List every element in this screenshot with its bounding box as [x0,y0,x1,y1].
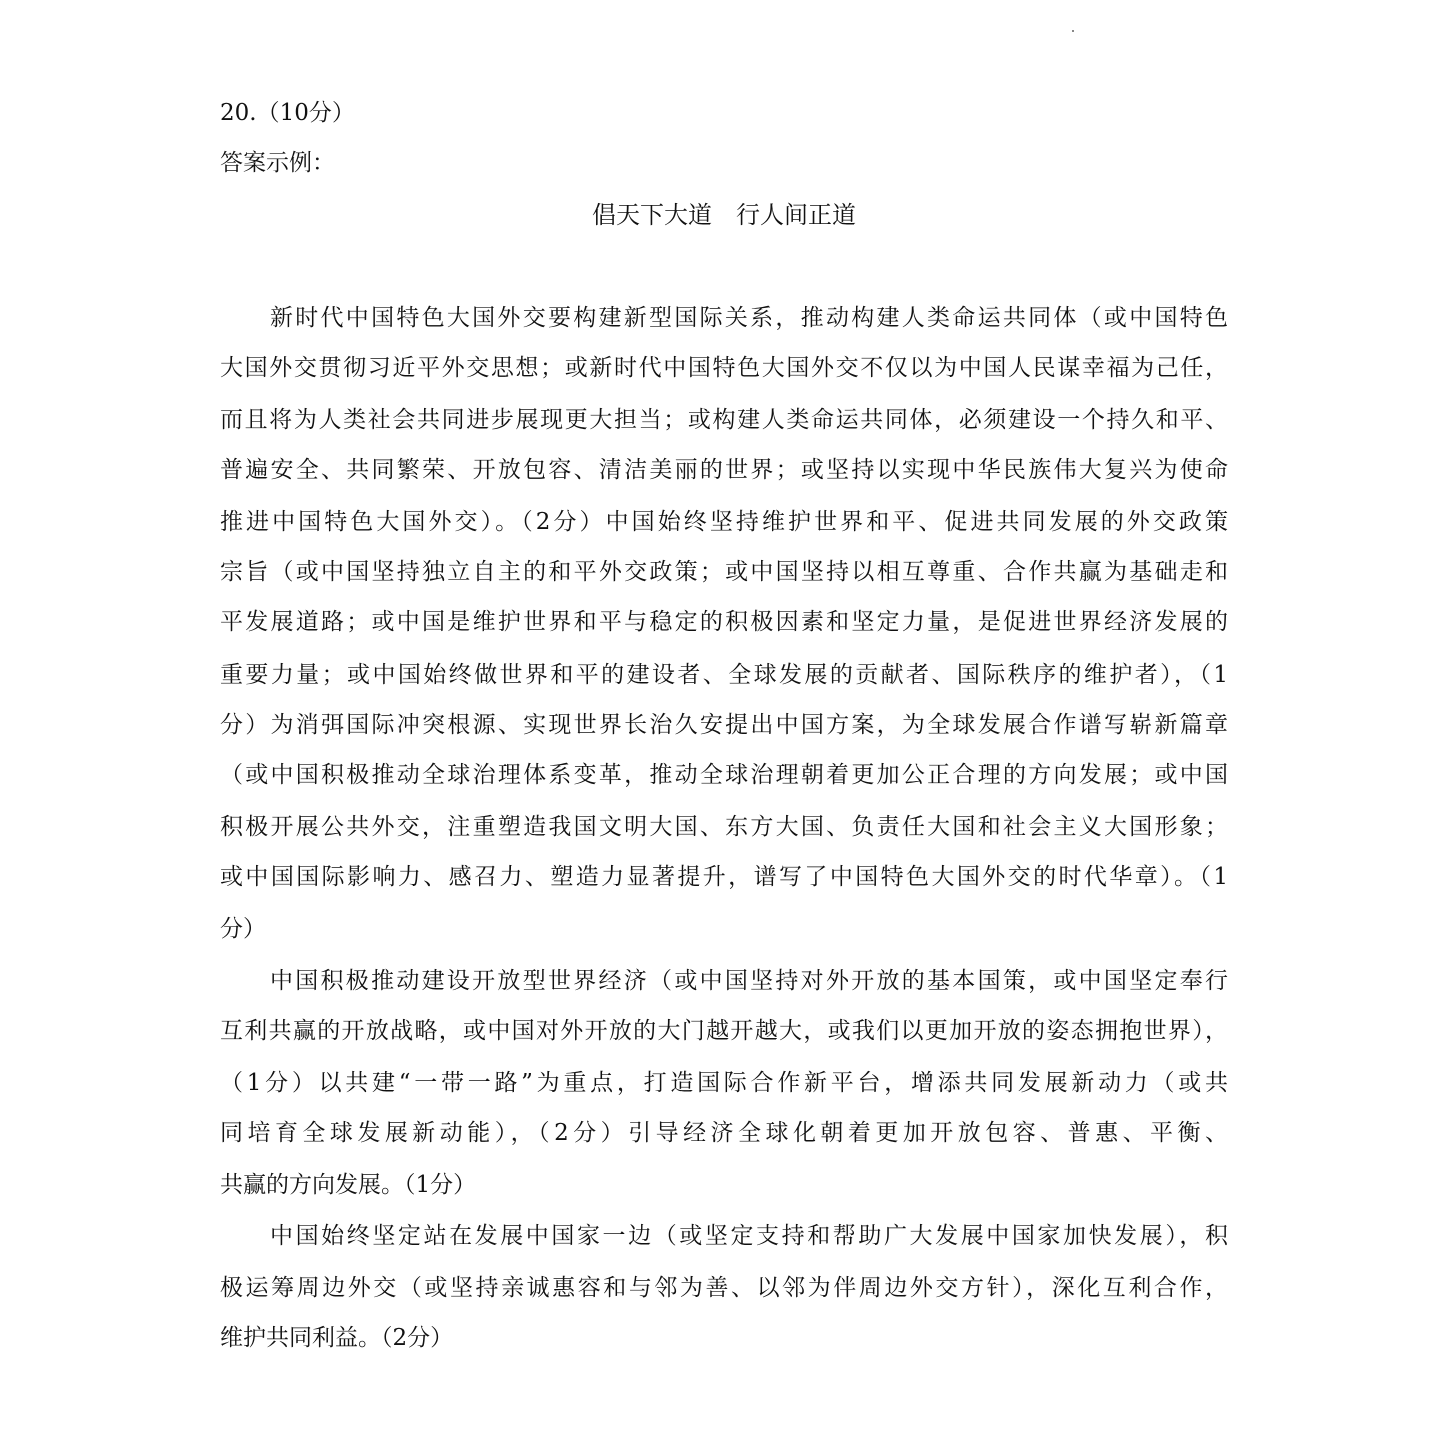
paragraph-1-line: 新时代中国特色大国外交要构建新型国际关系，推动构建人类命运共同体（或中国特色 [270,305,1228,331]
paragraph-1-line: 重要力量；或中国始终做世界和平的建设者、全球发展的贡献者、国际秩序的维护者），（1 [220,662,1228,688]
paragraph-2-line: 同培育全球发展新动能），（2分）引导经济全球化朝着更加开放包容、普惠、平衡、 [220,1120,1228,1146]
paragraph-3-line: 中国始终坚定站在发展中国家一边（或坚定支持和帮助广大发展中国家加快发展），积 [270,1223,1228,1249]
paragraph-1-line: 推进中国特色大国外交）。（2分）中国始终坚持维护世界和平、促进共同发展的外交政策 [220,509,1228,535]
paragraph-2-line: 中国积极推动建设开放型世界经济（或中国坚持对外开放的基本国策，或中国坚定奉行 [270,968,1228,994]
paragraph-1-line: 平发展道路；或中国是维护世界和平与稳定的积极因素和坚定力量，是促进世界经济发展的 [220,609,1228,635]
paragraph-1-line: 积极开展公共外交，注重塑造我国文明大国、东方大国、负责任大国和社会主义大国形象； [220,814,1228,840]
paragraph-1-line: 分）为消弭国际冲突根源、实现世界长治久安提出中国方案，为全球发展合作谱写崭新篇章 [220,712,1228,738]
question-number: 20.（10分） [220,100,355,126]
paragraph-1-line: （或中国积极推动全球治理体系变革，推动全球治理朝着更加公正合理的方向发展；或中国 [220,762,1228,788]
answer-label: 答案示例： [220,150,335,176]
paragraph-2-line: 互利共赢的开放战略，或中国对外开放的大门越开越大，或我们以更加开放的姿态拥抱世界）， [220,1018,1228,1044]
paragraph-3-line: 维护共同利益。（2分） [220,1325,454,1351]
essay-title: 倡天下大道 行人间正道 [592,201,856,229]
paragraph-2-line: （1分）以共建“一带一路”为重点，打造国际合作新平台，增添共同发展新动力（或共 [220,1070,1228,1096]
paragraph-3-line: 极运筹周边外交（或坚持亲诚惠容和与邻为善、以邻为伴周边外交方针），深化互利合作， [220,1275,1228,1301]
paragraph-1-line: 而且将为人类社会共同进步展现更大担当；或构建人类命运共同体，必须建设一个持久和平、 [220,407,1228,433]
paragraph-1-line: 或中国国际影响力、感召力、塑造力显著提升，谱写了中国特色大国外交的时代华章）。（1 [220,864,1228,890]
scan-speck [1072,30,1074,32]
paragraph-1-line: 分） [220,916,266,942]
paragraph-1-line: 普遍安全、共同繁荣、开放包容、清洁美丽的世界；或坚持以实现中华民族伟大复兴为使命 [220,457,1228,483]
paragraph-1-line: 大国外交贯彻习近平外交思想；或新时代中国特色大国外交不仅以为中国人民谋幸福为己任， [220,355,1228,381]
paragraph-2-line: 共赢的方向发展。（1分） [220,1172,477,1198]
paragraph-1-line: 宗旨（或中国坚持独立自主的和平外交政策；或中国坚持以相互尊重、合作共赢为基础走和 [220,559,1228,585]
